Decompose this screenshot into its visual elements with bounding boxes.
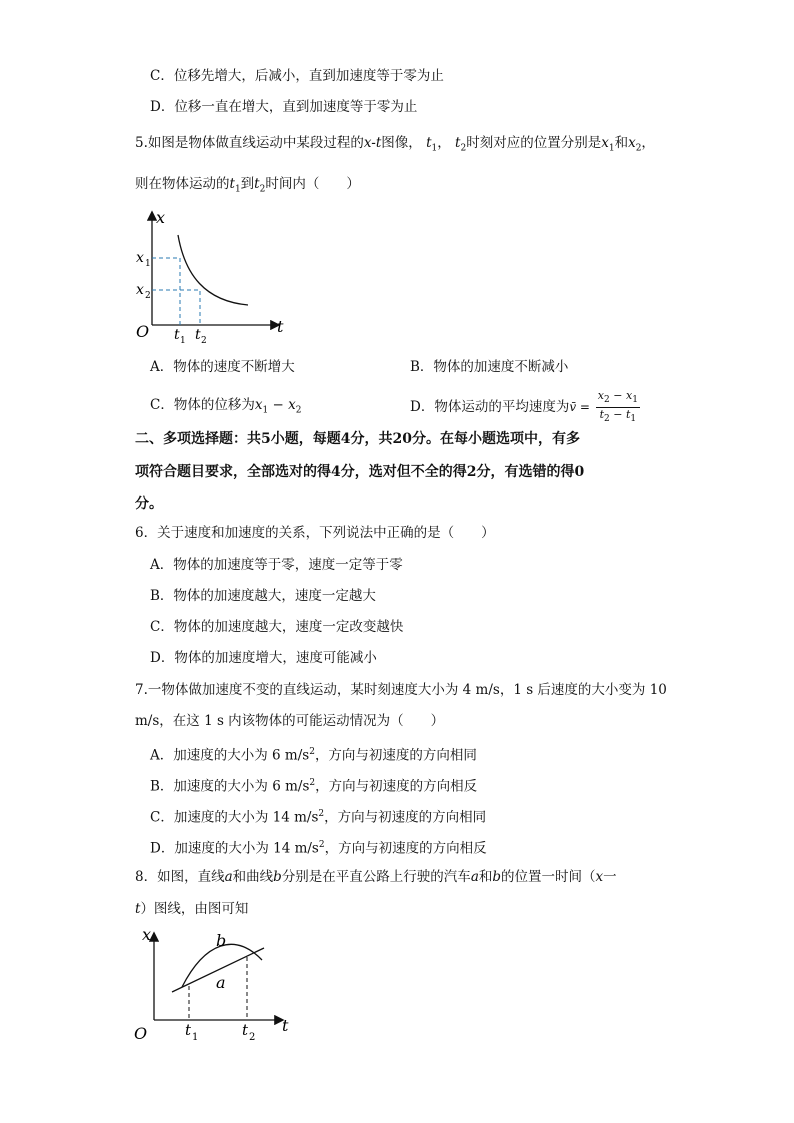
q6-option-a: A．物体的加速度等于零，速度一定等于零 xyxy=(150,557,403,573)
q5-stem-line1: 5.如图是物体做直线运动中某段过程的x-t图像， $t_1$， $t_2$时刻对应的位置分别是$x_1$和$x_2$， xyxy=(135,135,655,154)
q8-label-t: t xyxy=(282,1016,289,1035)
q8-label-b: b xyxy=(216,931,227,950)
q6-option-b: B．物体的加速度越大，速度一定越大 xyxy=(150,588,376,604)
q5-label-x1-sub: 1 xyxy=(145,259,151,269)
q7-option-c: C．加速度的大小为 14 $m/s^2$，方向与初速度的方向相同 xyxy=(150,809,487,826)
q8-stem-line2: t）图线，由图可知 xyxy=(135,901,249,917)
q6-stem: 6．关于速度和加速度的关系，下列说法中正确的是（ ） xyxy=(135,525,495,541)
q5-option-a: A．物体的速度不断增大 xyxy=(150,359,295,375)
q5-option-b: B．物体的加速度不断减小 xyxy=(410,359,569,375)
q7-option-d: D．加速度的大小为 14 $m/s^2$，方向与初速度的方向相反 xyxy=(150,840,487,857)
q8-label-t2: t xyxy=(242,1021,249,1039)
q5-curve xyxy=(178,235,248,305)
q5-option-c: C．物体的位移为$x_1 - x_2$ xyxy=(150,397,302,416)
q8-xt-graph xyxy=(130,922,300,1047)
q8-label-origin: O xyxy=(134,1024,148,1043)
q5-label-x: x xyxy=(156,208,166,227)
q7-option-b: B．加速度的大小为 6 $m/s^2$，方向与初速度的方向相反 xyxy=(150,778,478,795)
q8-label-t2-sub: 2 xyxy=(249,1032,256,1043)
q5-fraction: $\frac{x_2 - x_1}{t_2 - t_1}$ xyxy=(597,389,638,425)
q5-label-t2: t xyxy=(195,327,201,343)
q5-label-t2-sub: 2 xyxy=(201,336,207,345)
q5-label-t: t xyxy=(277,317,284,336)
q4-option-c: C．位移先增大，后减小，直到加速度等于零为止 xyxy=(150,68,444,84)
q8-label-x: x xyxy=(142,925,152,944)
q5-dash-x1 xyxy=(152,258,180,325)
q7-option-a: A．加速度的大小为 6 $m/s^2$，方向与初速度的方向相同 xyxy=(150,747,477,764)
section2-line2: 项符合题目要求，全部选对的得4分，选对但不全的得2分，有选错的得0 xyxy=(135,464,585,480)
q5-xt-graph xyxy=(130,205,290,345)
q6-option-d: D．物体的加速度增大，速度可能减小 xyxy=(150,650,377,666)
section2-line3: 分。 xyxy=(135,496,163,512)
q8-label-t1-sub: 1 xyxy=(192,1032,199,1043)
q7-stem-line2: m/s，在这 1 s 内该物体的可能运动情况为（ ） xyxy=(135,713,445,729)
q5-dash-x2 xyxy=(152,290,200,325)
q8-label-a: a xyxy=(216,973,226,992)
section2-line1: 二、多项选择题：共5小题，每题4分，共20分。在每小题选项中，有多 xyxy=(135,431,580,447)
q8-label-t1: t xyxy=(185,1021,192,1039)
q5-label-origin: O xyxy=(136,322,150,341)
q6-option-c: C．物体的加速度越大，速度一定改变越快 xyxy=(150,619,404,635)
q5-label-t1-sub: 1 xyxy=(180,336,186,345)
q5-label-x2: x xyxy=(136,282,144,298)
q5-label-x2-sub: 2 xyxy=(145,291,151,301)
q5-stem-line2: 则在物体运动的$t_1$到$t_2$时间内（ ） xyxy=(135,176,360,195)
q5-label-x1: x xyxy=(136,250,144,266)
q5-option-d: D．物体运动的平均速度为v̄ = $\frac{x_2 - x_1}{t_2 - t_1}$ xyxy=(410,389,638,425)
q8-stem-line1: 8．如图，直线a和曲线b分别是在平直公路上行驶的汽车a和b的位置一时间（x一 xyxy=(135,869,617,885)
q7-stem-line1: 7.一物体做加速度不变的直线运动，某时刻速度大小为 4 m/s，1 s 后速度的大小变为 10 xyxy=(135,682,667,698)
q5-label-t1: t xyxy=(174,327,180,343)
q4-option-d: D．位移一直在增大，直到加速度等于零为止 xyxy=(150,99,418,115)
